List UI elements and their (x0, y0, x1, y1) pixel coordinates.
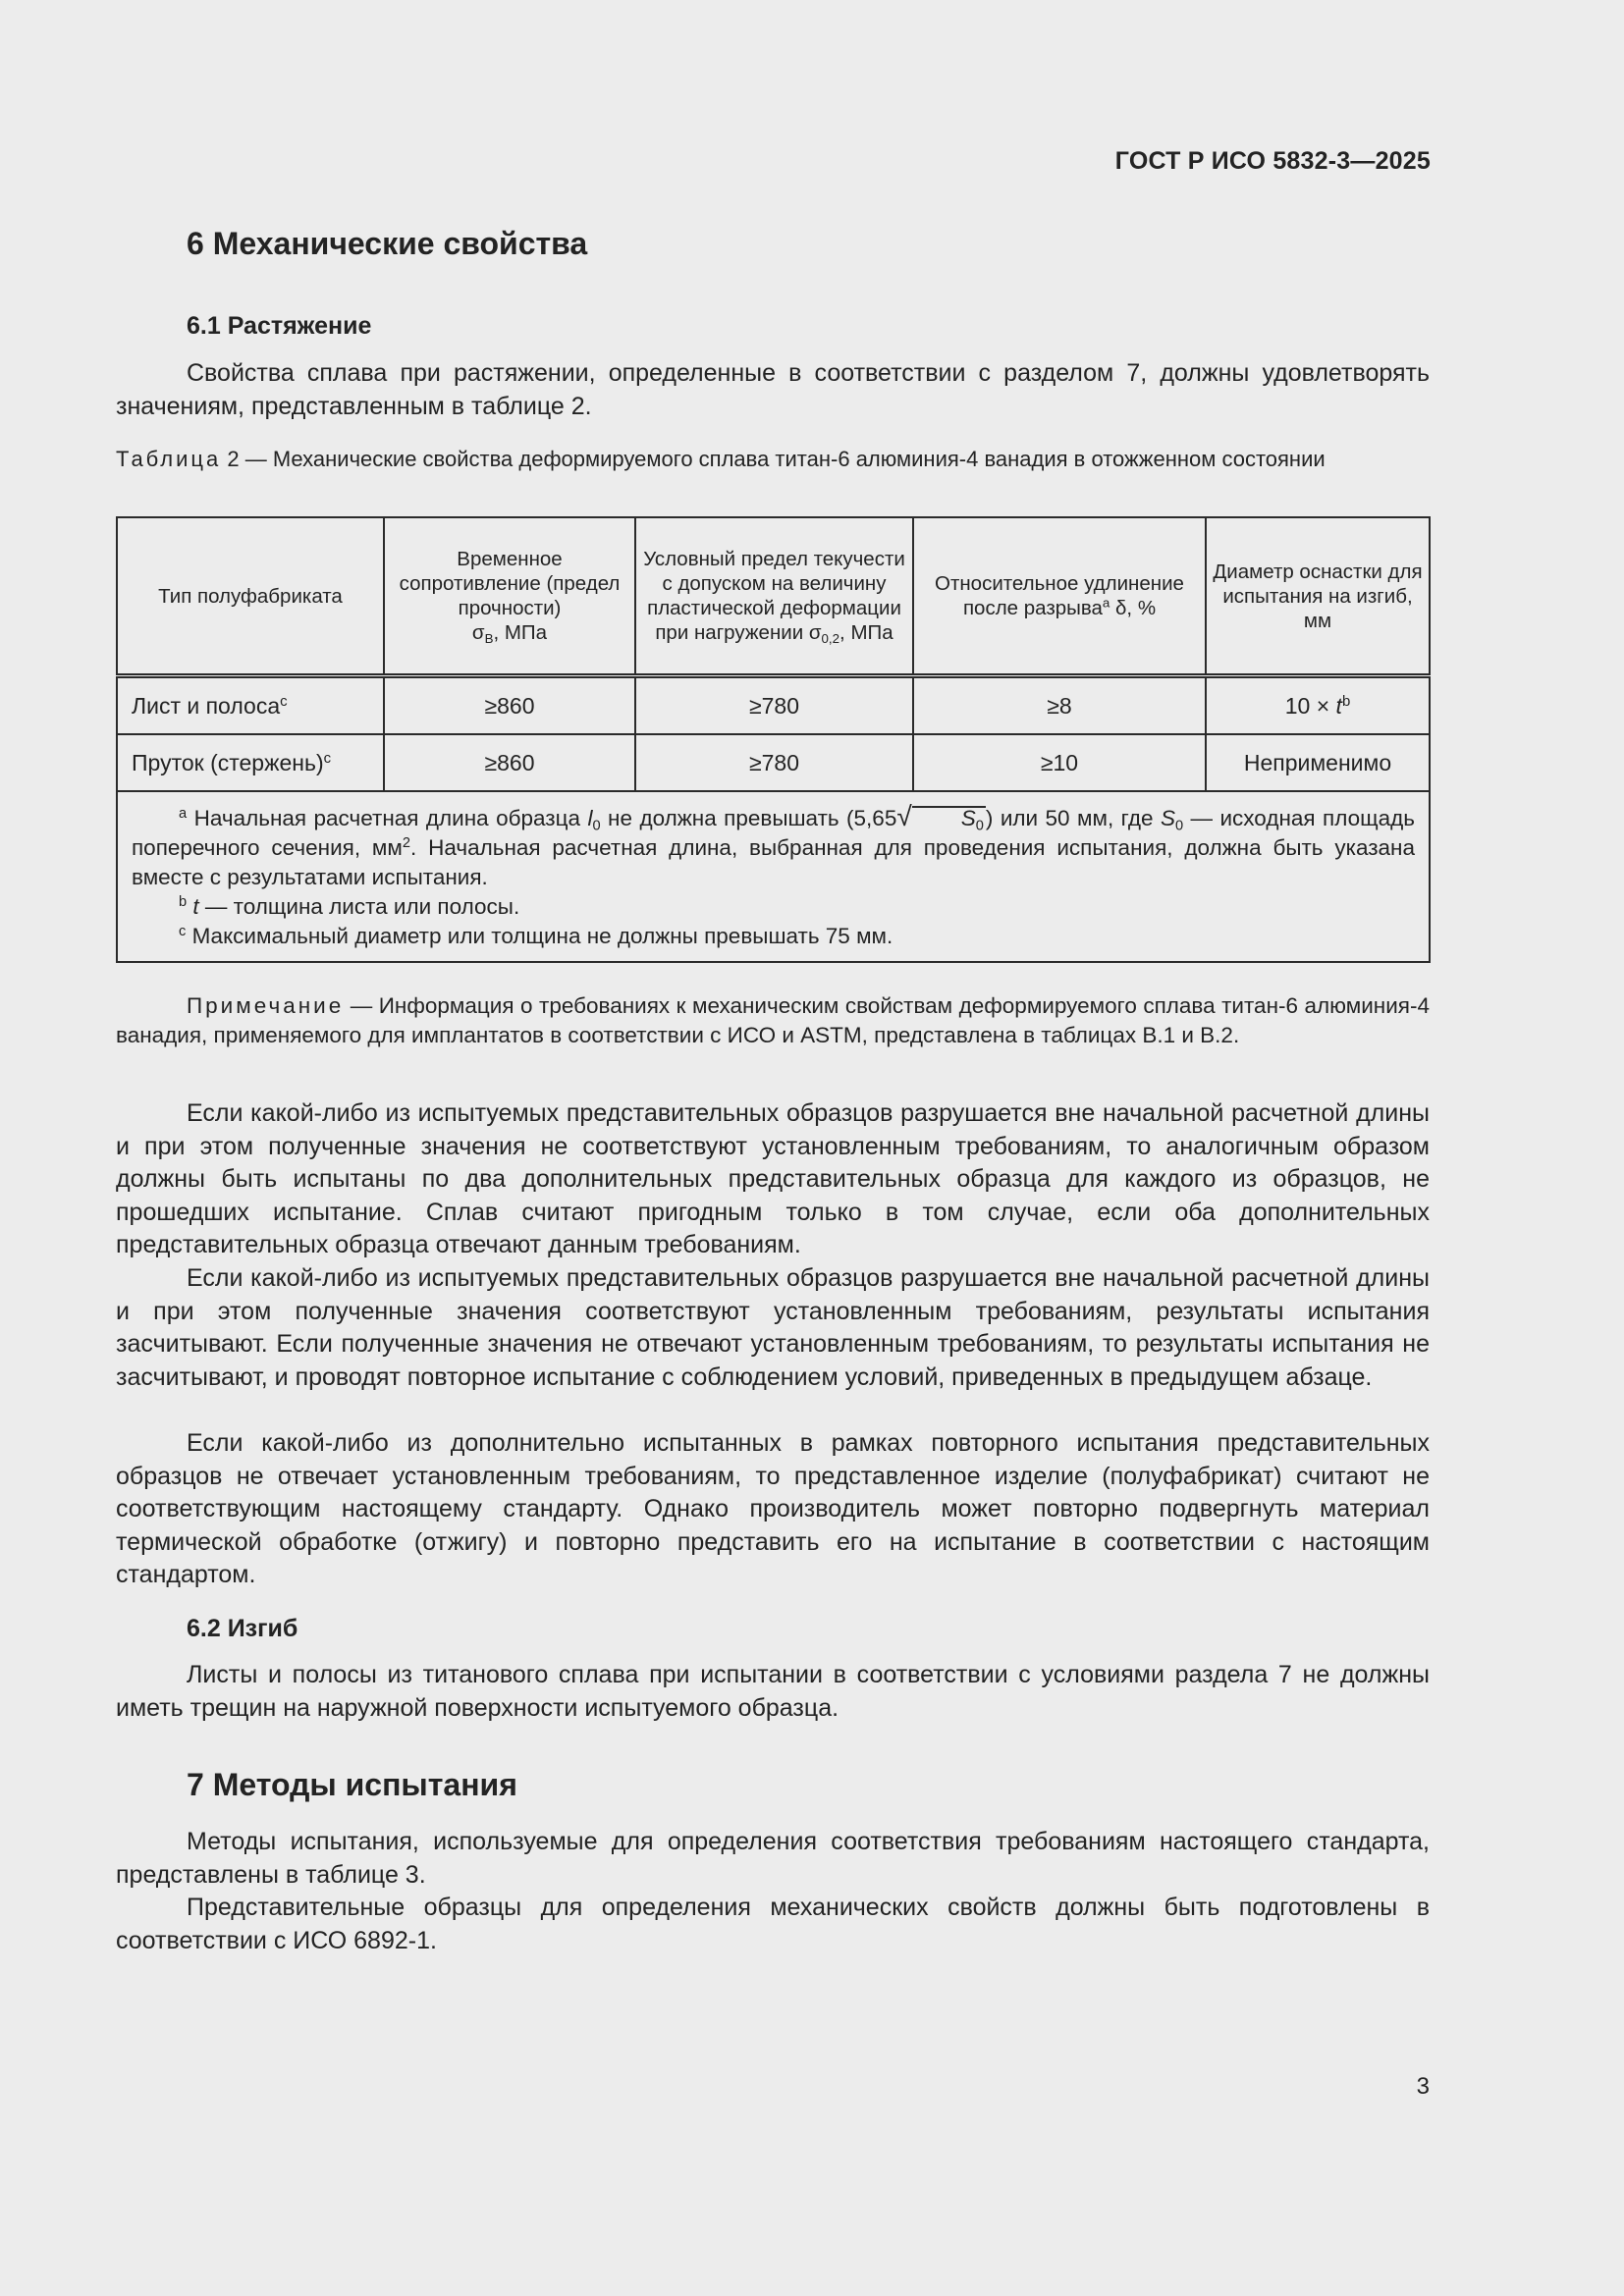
note-label: Примечание (187, 993, 345, 1018)
section-7-paragraph-2: Представительные образцы для определения механических свойств должны быть подготовлены в соответствии с ИСО 6892-1. (116, 1894, 1430, 1954)
header-yield-strength (635, 517, 913, 676)
header-elongation-footnote-mark: a (1102, 595, 1110, 611)
cell-tensile-strength: ≥860 (384, 676, 635, 735)
section-7-heading: 7 Методы испытания (187, 1767, 517, 1802)
cell-product-type (117, 676, 384, 735)
section-6-2-heading: 6.2 Изгиб (187, 1615, 298, 1642)
section-6-1-intro: Свойства сплава при растяжении, определенные в соответствии с разделом 7, должны удовлетворять значениям, представленным в таблице 2. (116, 359, 1430, 420)
cell-bend-diameter: Неприменимо (1206, 734, 1430, 791)
table-header-row (117, 517, 1430, 676)
cell-product-type (117, 734, 384, 791)
cell-yield-strength: ≥780 (635, 676, 913, 735)
cell-bend-diameter (1206, 676, 1430, 735)
footnote-a-text-4: — исходная площадь поперечного сечения, мм (132, 806, 1415, 860)
paragraph-retest-1: Если какой-либо из испытуемых представительных образцов разрушается вне начальной расчетной длины и при этом полученные значения не соответствуют установленным требованиям, то аналогичным образом должны быть испытаны по два дополнительных представительных образца для каждого из образцов, не прошедших испытание. Сплав считают пригодным только в том случае, если оба дополнительных представительных образца отвечают данным требованиям. (116, 1099, 1430, 1258)
paragraph-retest-3: Если какой-либо из дополнительно испытанных в рамках повторного испытания представительных образцов не отвечает установленным требованиям, то представленное изделие (полуфабрикат) считают не соответствующим настоящему стандарту. Однако производитель может повторно подвергнуть материал термической обработке (отжигу) и повторно представить его на испытание в соответствии с настоящим стандартом. (116, 1429, 1430, 1588)
header-tensile-strength-symbol: σ (471, 621, 485, 644)
footnote-b-text: — толщина листа или полосы. (198, 894, 520, 919)
footnote-a-text-3: ) или 50 мм, где (985, 806, 1161, 830)
header-elongation-unit: δ, % (1110, 597, 1157, 619)
paragraph-retest-2: Если какой-либо из испытуемых представительных образцов разрушается вне начальной расчетной длины и при этом полученные значения соответствуют установленным требованиям, результаты испытания засчитывают. Если полученные значения не отвечают установленным требованиям, то результаты испытания не засчитывают, и проводят повторное испытание с соблюдением условий, приведенных в предыдущем абзаце. (116, 1264, 1430, 1391)
footnote-a-s2-subscript: 0 (1174, 818, 1184, 834)
header-yield-strength-unit: , МПа (839, 621, 893, 644)
page-number: 3 (1416, 2073, 1430, 2100)
table-footnotes (117, 791, 1430, 962)
table-footnotes-row (117, 791, 1430, 962)
section-6-heading: 6 Механические свойства (187, 226, 588, 261)
section-6-2-text: Листы и полосы из титанового сплава при испытании в соответствии с условиями раздела 7 не должны иметь трещин на наружной поверхности испытуемого образца. (116, 1661, 1430, 1722)
table-2-caption (116, 446, 1430, 473)
cell-footnote-mark: b (1341, 692, 1351, 710)
cell-bend-diameter-text: 10 × (1284, 692, 1336, 719)
cell-bend-diameter-variable: t (1335, 692, 1342, 719)
table-2 (116, 516, 1431, 963)
header-yield-strength-subscript: 0,2 (821, 630, 840, 646)
cell-product-type-text: Пруток (стержень) (132, 749, 324, 775)
header-product-type: Тип полуфабриката (117, 517, 384, 676)
footnote-a-text-5: . Начальная расчетная длина, выбранная для проведения испытания, должна быть указана вместе с результатами испытания. (132, 835, 1415, 889)
table-caption-label: Таблица (116, 447, 222, 471)
cell-elongation: ≥8 (913, 676, 1206, 735)
header-tensile-strength (384, 517, 635, 676)
table-row (117, 734, 1430, 791)
cell-yield-strength: ≥780 (635, 734, 913, 791)
header-yield-strength-label: Условный предел текучести с допуском на величину пластической деформации при нагружении (643, 548, 905, 644)
cell-footnote-mark: c (280, 692, 288, 710)
footnote-a-s-symbol: S (960, 806, 976, 830)
footnote-a-s2-symbol: S (1160, 806, 1175, 830)
cell-footnote-mark: c (323, 749, 332, 767)
cell-tensile-strength: ≥860 (384, 734, 635, 791)
footnote-a-square: 2 (402, 834, 410, 851)
header-elongation (913, 517, 1206, 676)
table-note (116, 991, 1430, 1050)
header-elongation-label: Относительное удлинение после разрыва (935, 572, 1184, 619)
footnote-b-variable: t (192, 894, 199, 919)
footnote-b-mark: b (179, 893, 188, 910)
footnote-a-text-1: Начальная расчетная длина образца (187, 806, 588, 830)
note-text: — Информация о требованиях к механическим свойствам деформируемого сплава титан-6 алюминия-4 ванадия, применяемого для имплантатов в соответствии с ИСО и ASTM, представлена в таблицах В.1 и В.2. (116, 993, 1430, 1047)
document-code: ГОСТ Р ИСО 5832-3—2025 (1114, 147, 1431, 175)
footnote-a-s-subscript: 0 (975, 818, 984, 834)
header-yield-strength-symbol: σ (808, 621, 822, 644)
footnote-a-text-2: не должна превышать (5,65 (600, 806, 897, 830)
footnote-c-mark: c (179, 923, 187, 939)
header-bend-diameter: Диаметр оснастки для испытания на изгиб, мм (1206, 517, 1430, 676)
section-7-paragraph-1: Методы испытания, используемые для определения соответствия требованиям настоящего стандарта, представлены в таблице 3. (116, 1828, 1430, 1889)
cell-elongation: ≥10 (913, 734, 1206, 791)
section-6-1-heading: 6.1 Растяжение (187, 312, 372, 340)
sqrt-icon: √ (896, 801, 912, 831)
table-row (117, 676, 1430, 735)
footnote-c (132, 922, 1415, 951)
table-caption-text: 2 — Механические свойства деформируемого сплава титан-6 алюминия-4 ванадия в отожженном состоянии (221, 447, 1326, 471)
footnote-b (132, 892, 1415, 922)
header-tensile-strength-subscript: В (484, 630, 494, 646)
footnote-a-l-symbol: l (587, 806, 593, 830)
footnote-a-mark: a (179, 805, 188, 822)
header-tensile-strength-label: Временное сопротивление (предел прочности) (399, 548, 621, 619)
footnote-a-l-subscript: 0 (592, 818, 601, 834)
footnote-a (132, 802, 1415, 892)
header-tensile-strength-unit: , МПа (493, 621, 548, 644)
sqrt-radicand (912, 806, 986, 834)
cell-product-type-text: Лист и полоса (132, 692, 281, 719)
footnote-c-text: Максимальный диаметр или толщина не должны превышать 75 мм. (186, 924, 893, 948)
